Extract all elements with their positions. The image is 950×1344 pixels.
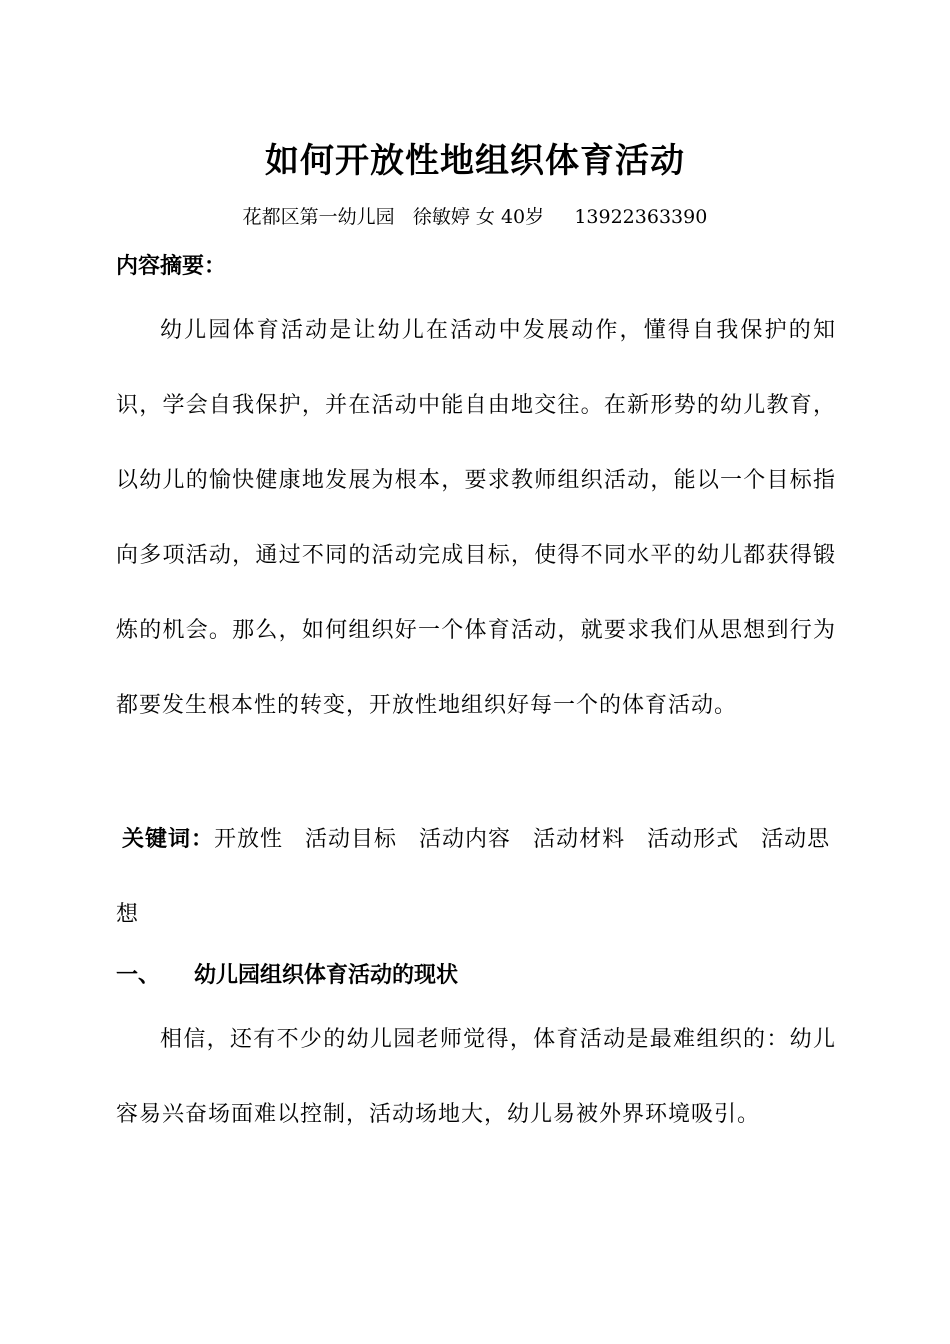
byline-phone: 13922363390 xyxy=(574,206,708,228)
keyword-item: 活动材料 xyxy=(533,827,626,852)
author-byline xyxy=(0,202,950,232)
abstract-paragraph: 幼儿园体育活动是让幼儿在活动中发展动作，懂得自我保护的知识，学会自我保护，并在活动中能自由地交往。在新形势的幼儿教育，以幼儿的愉快健康地发展为根本，要求教师组织活动，能以一个目标指向多项活动，通过不同的活动完成目标，使得不同水平的幼儿都获得锻炼的机会。那么，如何组织好一个体育活动，就要求我们从思想到行为都要发生根本性的转变，开放性地组织好每一个的体育活动。 xyxy=(116,318,836,718)
keywords-label: 关键词： xyxy=(122,827,215,852)
keywords-line xyxy=(116,802,836,952)
keyword-item: 活动目标 xyxy=(305,827,398,852)
abstract-heading: 内容摘要： xyxy=(116,254,227,279)
keyword-item: 活动内容 xyxy=(419,827,512,852)
section-title: 幼儿园组织体育活动的现状 xyxy=(194,963,459,988)
keyword-item: 活动思想 xyxy=(116,827,831,927)
section-number: 一、 xyxy=(116,963,161,988)
byline-age: 40岁 xyxy=(500,206,545,228)
keyword-item: 活动形式 xyxy=(647,827,740,852)
byline-school: 花都区第一幼儿园 xyxy=(242,206,395,228)
section-paragraph: 相信，还有不少的幼儿园老师觉得，体育活动是最难组织的：幼儿容易兴奋场面难以控制，活动场地大，幼儿易被外界环境吸引。 xyxy=(116,1027,836,1127)
document-title: 如何开放性地组织体育活动 xyxy=(265,141,685,181)
byline-gender: 女 xyxy=(475,206,495,228)
section-heading xyxy=(116,958,458,994)
byline-author: 徐敏婷 xyxy=(412,206,470,228)
keyword-item: 开放性 xyxy=(214,827,284,852)
